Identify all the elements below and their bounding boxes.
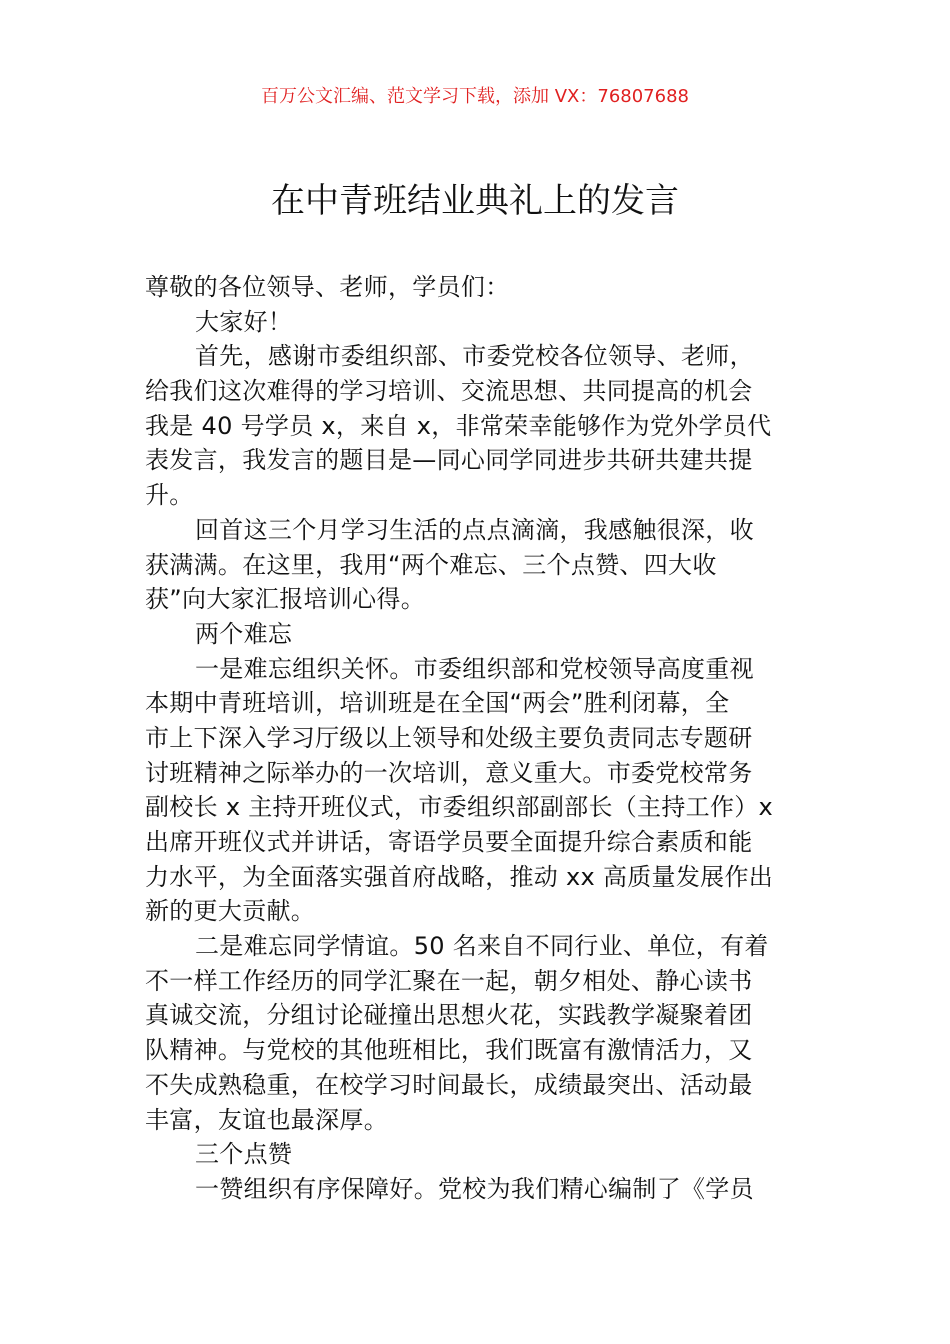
text-line: 升。 <box>145 481 194 510</box>
text-line: 市上下深入学习厅级以上领导和处级主要负责同志专题研 <box>145 723 753 752</box>
text-line: 力水平，为全面落实强首府战略，推动 xx 高质量发展作出 <box>145 862 774 891</box>
text-line: 新的更大贡献。 <box>145 897 316 926</box>
document-title: 在中青班结业典礼上的发言 <box>271 181 679 221</box>
paragraph <box>145 652 815 930</box>
text-line: 讨班精神之际举办的一次培训，意义重大。市委党校常务 <box>145 758 753 787</box>
watermark-text: 百万公文汇编、范文学习下载，添加 VX：76807688 <box>261 86 689 107</box>
text-line: 三个点赞 <box>195 1140 293 1169</box>
text-line: 首先，感谢市委组织部、市委党校各位领导、老师， <box>195 342 754 371</box>
paragraph <box>145 1172 815 1207</box>
paragraph <box>145 1137 815 1172</box>
text-line: 出席开班仪式并讲话，寄语学员要全面提升综合素质和能 <box>145 828 753 856</box>
text-line: 不一样工作经历的同学汇聚在一起，朝夕相处、静心读书 <box>145 966 753 995</box>
text-line: 表发言，我发言的题目是—同心同学同进步共研共建共提 <box>145 446 753 475</box>
text-line: 两个难忘 <box>195 619 293 648</box>
text-line: 一赞组织有序保障好。党校为我们精心编制了《学员 <box>195 1174 754 1203</box>
paragraph <box>145 305 815 340</box>
text-line: 大家好！ <box>195 307 293 336</box>
text-line: 一是难忘组织关怀。市委组织部和党校领导高度重视 <box>195 654 754 683</box>
paragraph <box>145 339 815 512</box>
text-line: 回首这三个月学习生活的点点滴滴，我感触很深，收 <box>195 515 754 544</box>
text-line: 获”向大家汇报培训心得。 <box>145 585 426 614</box>
paragraph <box>145 513 815 617</box>
text-line: 不失成熟稳重，在校学习时间最长，成绩最突出、活动最 <box>145 1070 753 1099</box>
text-line: 本期中青班培训，培训班是在全国“两会”胜利闭幕，全 <box>145 689 730 718</box>
paragraph <box>145 270 815 305</box>
text-line: 我是 40 号学员 x，来自 x，非常荣幸能够作为党外学员代 <box>145 411 772 440</box>
paragraph <box>145 617 815 652</box>
text-line: 获满满。在这里，我用“两个难忘、三个点赞、四大收 <box>145 550 717 579</box>
text-line: 二是难忘同学情谊。50 名来自不同行业、单位，有着 <box>195 932 769 961</box>
text-line: 真诚交流，分组讨论碰撞出思想火花，实践教学凝聚着团 <box>145 1001 753 1030</box>
text-line: 副校长 x 主持开班仪式，市委组织部副部长（主持工作）x <box>145 793 774 822</box>
document-body <box>145 270 815 1207</box>
text-line: 尊敬的各位领导、老师，学员们： <box>145 273 510 301</box>
text-line: 队精神。与党校的其他班相比，我们既富有激情活力，又 <box>145 1036 753 1065</box>
text-line: 给我们这次难得的学习培训、交流思想、共同提高的机会 <box>145 377 753 406</box>
paragraph <box>145 929 815 1137</box>
text-line: 丰富，友谊也最深厚。 <box>145 1105 388 1134</box>
